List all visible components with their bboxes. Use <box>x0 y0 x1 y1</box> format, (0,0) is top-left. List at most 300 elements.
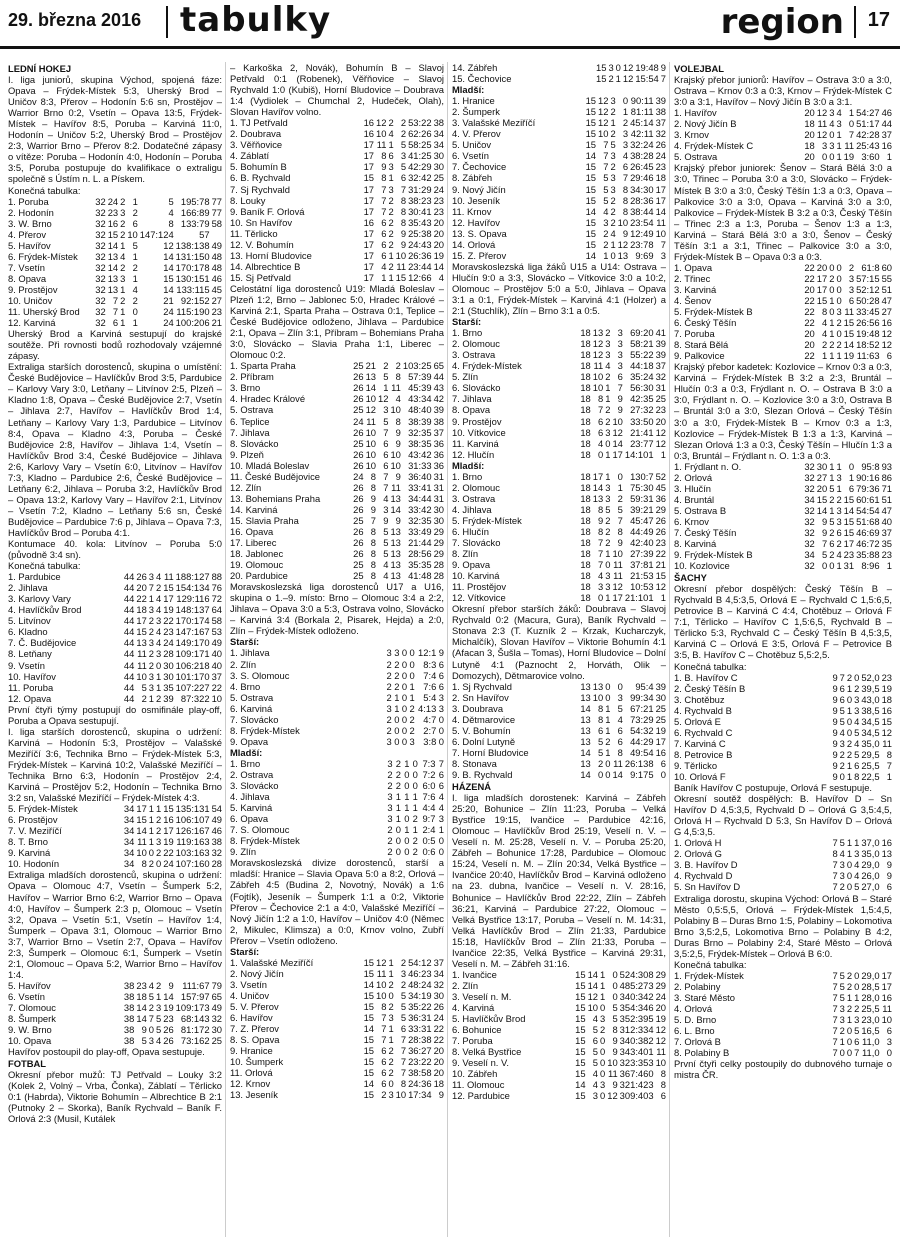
stat-cell: 5 <box>839 969 845 981</box>
stat-cell: 15 <box>843 526 855 538</box>
stat-cell: 6 <box>660 1090 666 1102</box>
table-row <box>452 1035 666 1046</box>
stat-cell: 38 <box>123 1001 135 1013</box>
stat-cell: 8 <box>854 771 860 782</box>
stat-cell: 32 <box>804 515 815 527</box>
team-name: 5. Karviná <box>230 802 273 814</box>
stat-cell: 4:13 <box>418 702 437 714</box>
table-row <box>230 1067 444 1078</box>
stat-cell: 15 <box>585 194 596 206</box>
table-row <box>452 250 666 261</box>
stat-cell: 21 <box>365 360 376 372</box>
table-row <box>674 881 892 892</box>
stat-cell: 0 <box>401 680 408 692</box>
stat-cell: 6 <box>400 172 407 184</box>
stat-cell: 77 <box>211 195 222 207</box>
stat-cell: 16 <box>655 746 666 758</box>
team-name: 2. Sn Havířov <box>452 691 509 703</box>
team-name: 11. Prostějov <box>452 581 507 593</box>
table-row <box>8 1024 222 1035</box>
team-name: 8. Stará Bělá <box>674 339 729 351</box>
stat-cell: 14 <box>163 283 174 295</box>
stat-cell: 65 <box>433 360 444 372</box>
stat-cell: 15 <box>585 216 596 228</box>
team-name: 9. Těrlicko <box>674 759 718 771</box>
stat-cell: 195:78 <box>180 195 210 207</box>
stat-cell: 6 <box>381 216 387 228</box>
stat-cell: 2 <box>394 658 400 670</box>
stat-cell: 17 <box>881 969 892 981</box>
stat-cell: 1 <box>388 956 394 968</box>
table-row <box>8 593 222 604</box>
stat-cell: 0 <box>848 460 855 472</box>
stat-cell: 4 <box>592 1079 599 1091</box>
stat-cell: 57:39 <box>408 371 432 383</box>
stat-cell: 2 <box>141 692 147 704</box>
stat-cell: 10 <box>598 128 609 140</box>
stat-cell: 13 <box>617 249 629 261</box>
stat-cell: 10 <box>612 415 623 427</box>
stat-cell: 4 <box>592 1068 599 1080</box>
stat-cell: 15 <box>585 95 596 107</box>
stat-cell: 6 <box>848 482 855 494</box>
stat-cell: 41:48 <box>408 570 432 582</box>
stat-cell: 25,5 <box>861 759 880 771</box>
stat-cell: 0:5 <box>422 835 436 847</box>
stat-cell: 11 <box>396 260 407 272</box>
stat-cell: 35:88 <box>856 549 880 561</box>
stat-cell: 14 <box>585 249 596 261</box>
stat-cell: 36 <box>655 492 666 504</box>
stat-cell: 10 <box>365 448 376 460</box>
team-name: 7. Olomouc <box>8 1001 56 1013</box>
column-hockey <box>8 62 222 1239</box>
stat-cell: 27:32 <box>630 404 654 416</box>
table-row <box>8 671 222 682</box>
stat-cell: 25:38 <box>408 227 432 239</box>
table-row <box>8 847 222 858</box>
stat-cell: 35 <box>163 681 174 693</box>
stat-cell: 48 <box>211 261 222 273</box>
table-row <box>452 526 666 537</box>
stat-cell: 32 <box>95 239 106 251</box>
stat-cell: 52:12 <box>856 283 880 295</box>
stat-cell: 9 <box>395 470 401 482</box>
table-row <box>230 824 444 835</box>
stat-cell: 9 <box>617 404 623 416</box>
stat-cell: 15 <box>843 493 855 505</box>
table-row <box>8 803 222 814</box>
stat-cell: 20 <box>816 261 828 273</box>
stat-cell: 1 <box>404 802 410 814</box>
stat-cell: 1 <box>120 283 126 295</box>
stat-cell: 22 <box>804 317 815 329</box>
stat-cell: 88 <box>211 571 222 583</box>
stat-cell: 4 <box>829 118 835 130</box>
team-name: 15. Slavia Praha <box>230 514 299 526</box>
team-name: 12. V. Bohumín <box>230 238 294 250</box>
table-row <box>452 515 666 526</box>
stat-cell: 138:138 <box>175 239 210 251</box>
table-row <box>452 128 666 139</box>
stat-cell: 1 <box>610 238 616 250</box>
stat-cell: 3 <box>148 637 155 649</box>
stat-cell: 0 <box>438 724 444 736</box>
stat-cell: 2 <box>386 669 392 681</box>
stat-cell: 14 <box>580 702 591 714</box>
results-text: Extraliga mladších dorostenců, skupina o udržení: Opava – Olomouc 4:7, Vsetín – Šumperk 5:2, Havířov – Warrior Brno 6:2, Warrior Brno – Opava 4:0, Havířov – Šumperk 2:3 p, Olomouc – Vsetín 3:2, Opava – Vsetín 5:1, Vsetín – Havířov 1:4, Šumperk – Opava 3:1, Olomouc – Warrior Brno 3:7, Warrior Brno – Vsetín 2:7, Opava – Havířov 2:3, Šumperk – Olomouc 6:1, Šumperk – Vsetín 2:1, Olomouc – Opava 5:2, Warrior Brno – Havířov 1:4. <box>8 869 222 980</box>
standings-table <box>674 461 892 571</box>
stat-cell: 3 <box>386 647 392 659</box>
results-text: Okresní přebor dospělých: Český Těšín B – Rychvald B 4,5:3,5, Orlová E – Rychvald C 1,5:6,5, Petrovice B – Karviná C 4:4, Chotěbuz – Orlová F 7:1, Těrlicko – Havířov C 1,5:6,5, Rychvald B – Těrlicko 5:3, Rychvald C – Český Těšín B 4,5:3,5, Karviná C – Orlová E 3:5, Orlová F – Petrovice B 3:5, B. Havířov C – Chotěbuz 5,5:2,5. <box>674 583 892 661</box>
team-name: 3. Slovácko <box>230 780 279 792</box>
stat-cell: 48 <box>211 250 222 262</box>
team-name: 8. Slovácko <box>230 437 279 449</box>
team-name: 13. Jeseník <box>230 1089 278 1101</box>
table-row <box>230 802 444 813</box>
stat-cell: 54:54 <box>856 504 880 516</box>
stat-cell: 14 <box>587 979 599 991</box>
team-name: 10. Opava <box>8 1035 52 1047</box>
stat-cell: 1 <box>829 350 835 362</box>
stat-cell: 0 <box>394 724 400 736</box>
stat-cell: 38 <box>433 415 444 427</box>
stat-cell: 18 <box>580 525 591 537</box>
group-label: Starší: <box>230 945 260 957</box>
stat-cell: 5 <box>383 537 389 549</box>
stat-cell: 2 <box>829 272 835 284</box>
stat-cell: 21 <box>655 559 666 571</box>
stat-cell: 0 <box>404 780 410 792</box>
stat-cell: 24 <box>353 470 364 482</box>
table-row <box>452 393 666 404</box>
table-row <box>674 1014 892 1025</box>
stat-cell: 9:7 <box>422 813 436 825</box>
stat-cell: 17 <box>655 183 666 195</box>
table-row <box>230 228 444 239</box>
table-row <box>674 727 892 738</box>
stat-cell: 92:152 <box>180 294 210 306</box>
stat-cell: 5 <box>617 702 623 714</box>
stat-cell: 1 <box>395 791 401 803</box>
stat-cell: 3 <box>848 283 855 295</box>
stat-cell: 7 <box>400 1034 407 1046</box>
stat-cell: 1 <box>388 249 394 261</box>
table-row <box>452 592 666 603</box>
stat-cell: 12 <box>607 1090 618 1102</box>
stat-cell: 79:36 <box>856 482 880 494</box>
stat-cell: 37 <box>655 117 666 129</box>
table-caption: Konečná tabulka: <box>674 660 747 672</box>
stat-cell: 26 <box>433 1000 444 1012</box>
team-name: 11. Orlová <box>230 1067 273 1079</box>
stat-cell: 22 <box>163 615 174 627</box>
stat-cell: 12 <box>881 328 892 340</box>
stat-cell: 1 <box>148 692 155 704</box>
stat-cell: 31:29 <box>408 183 432 195</box>
table-row <box>674 339 892 350</box>
stat-cell: 31:33 <box>408 459 432 471</box>
stat-cell: 2 <box>839 748 845 760</box>
table-row <box>230 846 444 857</box>
stat-cell: 15 <box>585 238 596 250</box>
standings-table <box>452 95 666 261</box>
team-name: 2. Hodonín <box>8 206 54 218</box>
stat-cell: 22 <box>804 272 815 284</box>
stat-cell: 14 <box>612 437 623 449</box>
stat-cell: 0 <box>846 881 853 893</box>
stat-cell: 32 <box>95 228 106 240</box>
table-row <box>452 228 666 239</box>
team-name: 6. Hlučín <box>452 525 489 537</box>
stat-cell: 1 <box>829 460 835 472</box>
stat-cell: 14 <box>365 382 376 394</box>
team-name: 7. Vsetín <box>8 261 46 273</box>
stat-cell: 4:7 <box>423 713 437 725</box>
stat-cell: 14 <box>843 339 855 351</box>
stat-cell: 10 <box>365 459 376 471</box>
stat-cell: 11 <box>656 1046 666 1058</box>
stat-cell: 3 <box>660 249 666 261</box>
table-row <box>230 493 444 504</box>
table-row <box>674 284 892 295</box>
stat-cell: 14 <box>363 1023 374 1035</box>
stat-cell: 12 <box>376 956 387 968</box>
team-name: 1. Valašské Meziříčí <box>230 956 314 968</box>
team-name: 3. Veselí n. M. <box>452 990 512 1002</box>
stat-cell: 15 <box>363 1034 374 1046</box>
stat-cell: 26:138 <box>624 757 654 769</box>
table-row <box>674 683 892 694</box>
stat-cell: 3 <box>610 183 616 195</box>
note-text: První čtyři týmy postupují do osmifinále play-off, Poruba a Opava sestupují. <box>8 703 222 726</box>
stat-cell: 5 <box>610 139 616 151</box>
table-row <box>230 703 444 714</box>
stat-cell: 16 <box>881 704 892 716</box>
stat-cell: 21:101 <box>624 592 654 604</box>
stat-cell: 0 <box>612 990 618 1002</box>
table-row <box>230 217 444 228</box>
stat-cell: 12 <box>622 73 634 85</box>
team-name: 3. Brno <box>230 382 261 394</box>
stat-cell: 26 <box>353 537 364 549</box>
stat-cell: 3 <box>148 670 155 682</box>
team-name: 4. V. Přerov <box>452 128 501 140</box>
stat-cell: 10 <box>376 978 387 990</box>
note-text: Uherský Brod a Karviná sestupují do krajské soutěže. Při rovnosti bodů rozhodovaly vzájemné zápasy. <box>8 328 222 362</box>
stat-cell: 37 <box>881 526 892 538</box>
stat-cell: 11 <box>613 757 623 769</box>
team-name: 12. Hlučín <box>452 448 495 460</box>
table-row <box>452 482 666 493</box>
stat-cell: 0 <box>836 328 842 340</box>
stat-cell: 14 <box>433 260 444 272</box>
team-name: 9. W. Brno <box>8 1024 52 1036</box>
team-name: 9. Opava <box>230 735 269 747</box>
table-row <box>230 769 444 780</box>
team-name: 10. Mladá Boleslav <box>230 459 310 471</box>
stat-cell: 2 <box>400 128 407 140</box>
stat-cell: 23 <box>881 671 892 683</box>
stat-cell: 28,5 <box>861 980 880 992</box>
table-row <box>674 107 892 118</box>
table-row <box>674 295 892 306</box>
team-name: 4. Jihlava <box>452 503 492 515</box>
stat-cell: 0 <box>605 680 611 692</box>
stat-cell: 26 <box>353 548 364 560</box>
team-name: 3. Staré Město <box>674 991 735 1003</box>
stat-cell: 22 <box>655 548 666 560</box>
stat-cell: 1 <box>660 448 666 460</box>
stat-cell: 48:40 <box>408 404 432 416</box>
team-name: 2. Orlová <box>674 471 713 483</box>
team-name: 11. Krnov <box>452 205 492 217</box>
stat-cell: 31 <box>655 382 666 394</box>
stat-cell: 3 <box>148 571 155 583</box>
stat-cell: 15 <box>575 968 586 980</box>
stat-cell: 51:17 <box>856 118 880 130</box>
stat-cell: 13 <box>390 548 401 560</box>
table-row <box>230 957 444 968</box>
stat-cell: 3 <box>605 581 611 593</box>
stat-cell: 12:1 <box>418 647 437 659</box>
stat-cell: 10 <box>390 404 401 416</box>
stat-cell: 15 <box>575 1057 586 1069</box>
stat-cell: 8 <box>400 216 407 228</box>
stat-cell: 15 <box>816 294 828 306</box>
stat-cell: 16 <box>363 117 374 129</box>
stat-cell: 23:44 <box>408 260 432 272</box>
stat-cell: 24 <box>107 195 119 207</box>
team-name: 5. Havlíčkův Brod <box>452 1013 526 1025</box>
stat-cell: 24 <box>163 306 174 318</box>
stat-cell: 367:460 <box>619 1068 654 1080</box>
stat-cell: 1 <box>412 824 418 836</box>
stat-cell: 11 <box>882 737 892 749</box>
stat-cell: 0 <box>605 437 611 449</box>
stat-cell: 73:29 <box>630 713 654 725</box>
stat-cell: 34 <box>433 128 444 140</box>
stat-cell: 8 <box>370 525 376 537</box>
table-row <box>674 672 892 683</box>
team-name: 4. Jihlava <box>230 791 270 803</box>
stat-cell: 1 <box>148 836 155 848</box>
stat-cell: 65 <box>211 990 222 1002</box>
stat-cell: 11 <box>376 967 387 979</box>
stat-cell: 18 <box>580 426 591 438</box>
stat-cell: 10 <box>655 227 666 239</box>
table-row <box>452 195 666 206</box>
table-row <box>452 758 666 769</box>
stat-cell: 44 <box>123 582 135 594</box>
team-name: 3. B. Havířov D <box>674 859 738 871</box>
table-row <box>452 969 666 980</box>
stat-cell: 44 <box>123 681 135 693</box>
stat-cell: 14 <box>585 150 596 162</box>
stat-cell: 25 <box>353 437 364 449</box>
stat-cell: 8 <box>598 393 604 405</box>
stat-cell: 14 <box>580 769 591 780</box>
stat-cell: 4 <box>156 626 162 638</box>
stat-cell: 36 <box>433 437 444 449</box>
stat-cell: 7 <box>886 759 892 771</box>
stat-cell: 6 <box>381 238 387 250</box>
sport-heading: FOTBAL <box>8 1058 47 1070</box>
team-name: 14. Karviná <box>230 503 278 515</box>
stat-cell: 5 <box>854 748 860 760</box>
stat-cell: 2 <box>386 724 392 736</box>
stat-cell: 45:39 <box>408 382 432 394</box>
stat-cell: 69:20 <box>630 327 654 339</box>
stat-cell: 15 <box>575 1046 586 1058</box>
stat-cell: 2 <box>156 825 162 837</box>
stat-cell: 1 <box>412 791 418 803</box>
stat-cell: 26 <box>655 514 666 526</box>
stat-cell: 9 <box>612 1079 618 1091</box>
stat-cell: 8 <box>395 371 401 383</box>
stat-cell: 312:334 <box>619 1024 654 1036</box>
stat-cell: 170:178 <box>175 261 210 273</box>
team-name: 7. V. Meziříčí <box>8 825 62 837</box>
stat-cell: 0 <box>886 1047 892 1059</box>
stat-cell: 14 <box>136 1013 147 1025</box>
stat-cell: 9 <box>832 759 838 771</box>
stat-cell: 22 <box>433 1023 444 1035</box>
stat-cell: 15 <box>163 582 174 594</box>
team-name: 7. Jihlava <box>230 426 270 438</box>
stat-cell: 35:43 <box>408 216 432 228</box>
stat-cell: 3 <box>829 140 835 152</box>
stat-cell: 4 <box>438 791 444 803</box>
stat-cell: 36 <box>433 459 444 471</box>
stat-cell: 25 <box>655 393 666 405</box>
stat-cell: 1 <box>120 306 126 318</box>
note-text: Kontumace 40. kola: Litvínov – Poruba 5:0 (původně 3:4 sn). <box>8 538 222 561</box>
stat-cell: 1 <box>148 814 155 826</box>
team-name: 4. Hradec Králové <box>230 393 306 405</box>
stat-cell: 2 <box>386 680 392 692</box>
team-name: 2. Olomouc <box>452 338 500 350</box>
team-name: 8. Opava <box>8 272 47 284</box>
stat-cell: 33:42 <box>408 503 432 515</box>
results-text: Celostátní liga dorostenců U19: Mladá Boleslav – Plzeň 1:2, Brno – Jablonec 5:0, Hradec Králové – Karviná 2:1, Sparta Praha – Ostrava 0:1, Teplice – České Budějovice odloženo, Jihlava – Pardubice 2:1, Opava – Zlín 3:1, Příbram – Bohemians Praha 3:0, Slovácko – Slavia Praha 1:1, Liberec – Olomouc 0:2. <box>230 282 444 361</box>
stat-cell: 0 <box>401 658 408 670</box>
stat-cell: 2 <box>608 73 614 85</box>
stat-cell: 13 <box>580 735 591 747</box>
stat-cell: 6 <box>848 294 855 306</box>
stat-cell: 17 <box>363 271 374 283</box>
stat-cell: 6 <box>438 769 444 780</box>
stat-cell: 5 <box>839 991 845 1003</box>
table-row <box>230 360 444 371</box>
table-row <box>674 705 892 716</box>
stat-cell: 21:44 <box>408 537 432 549</box>
stat-cell: 48:24 <box>408 978 432 990</box>
table-row <box>230 570 444 581</box>
stat-cell: 0 <box>600 1057 606 1069</box>
stat-cell: 30 <box>433 503 444 515</box>
stat-cell: 3 <box>605 570 611 582</box>
stat-cell: 7 <box>400 1045 407 1057</box>
stat-cell: 4 <box>836 107 842 119</box>
stat-cell: 11 <box>844 140 855 152</box>
stat-cell: 4 <box>598 437 604 449</box>
table-row <box>674 694 892 705</box>
stat-cell: 14 <box>575 1079 586 1091</box>
table-row <box>230 1045 444 1056</box>
stat-cell: 26 <box>353 382 364 394</box>
stat-cell: 0 <box>829 306 835 318</box>
